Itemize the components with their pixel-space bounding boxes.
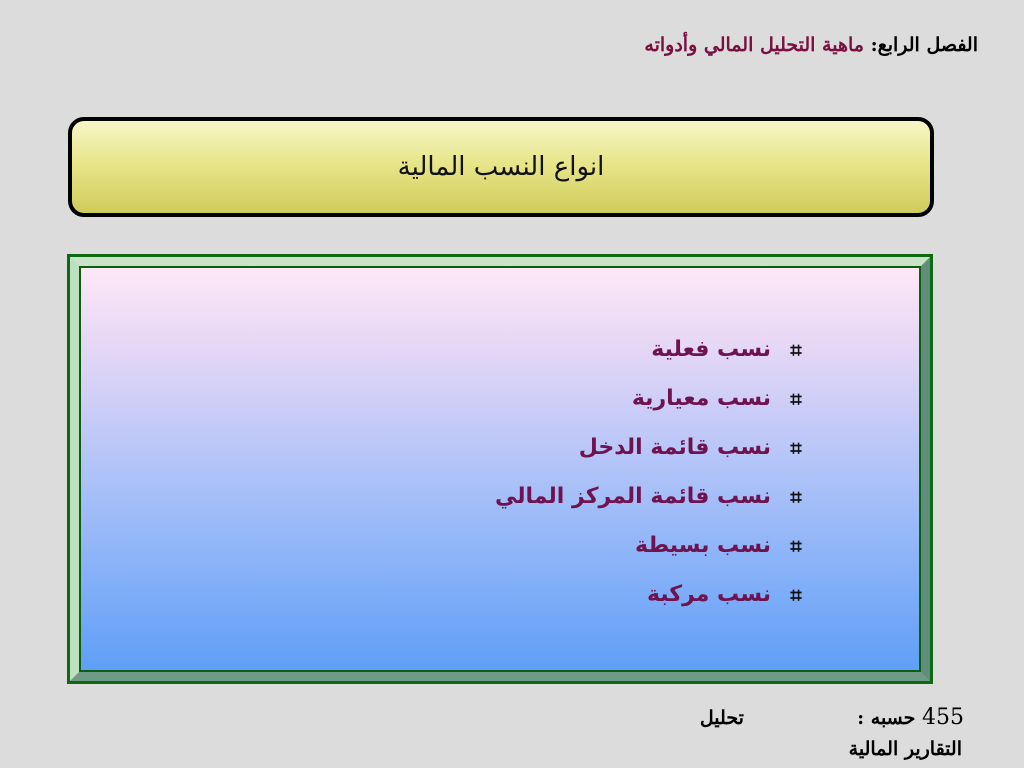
title-banner	[68, 117, 934, 217]
list-item	[495, 423, 807, 472]
footer-line-1	[700, 705, 964, 730]
item-label: نسب مركبة	[646, 582, 771, 607]
square-bullet-icon: ⌗	[790, 386, 802, 411]
chapter-label: الفصل الرابع:	[870, 34, 978, 56]
course-line-2: التقارير المالية	[848, 738, 962, 760]
course-label: حسبه :	[857, 707, 916, 729]
item-label: نسب قائمة الدخل	[578, 435, 771, 460]
list-item	[495, 570, 807, 619]
list-item	[495, 374, 807, 423]
chapter-topic: ماهية التحليل المالي وأدواته	[644, 34, 864, 56]
list-item	[495, 325, 807, 374]
slide-title: انواع النسب المالية	[397, 152, 605, 182]
square-bullet-icon: ⌗	[790, 484, 802, 509]
content-frame	[67, 254, 933, 684]
item-label: نسب معيارية	[631, 386, 771, 411]
square-bullet-icon: ⌗	[790, 582, 802, 607]
square-bullet-icon: ⌗	[790, 337, 802, 362]
list-item	[495, 521, 807, 570]
course-word: تحليل	[699, 707, 744, 729]
square-bullet-icon: ⌗	[790, 533, 802, 558]
chapter-header	[644, 34, 978, 56]
footer-line-2	[849, 738, 962, 760]
item-label: نسب بسيطة	[635, 533, 771, 558]
content-panel	[79, 266, 921, 672]
page-number: 455	[922, 705, 964, 730]
list-item	[495, 472, 807, 521]
item-label: نسب قائمة المركز المالي	[495, 484, 771, 509]
item-label: نسب فعلية	[651, 337, 771, 362]
ratio-type-list	[495, 325, 807, 619]
square-bullet-icon: ⌗	[790, 435, 802, 460]
